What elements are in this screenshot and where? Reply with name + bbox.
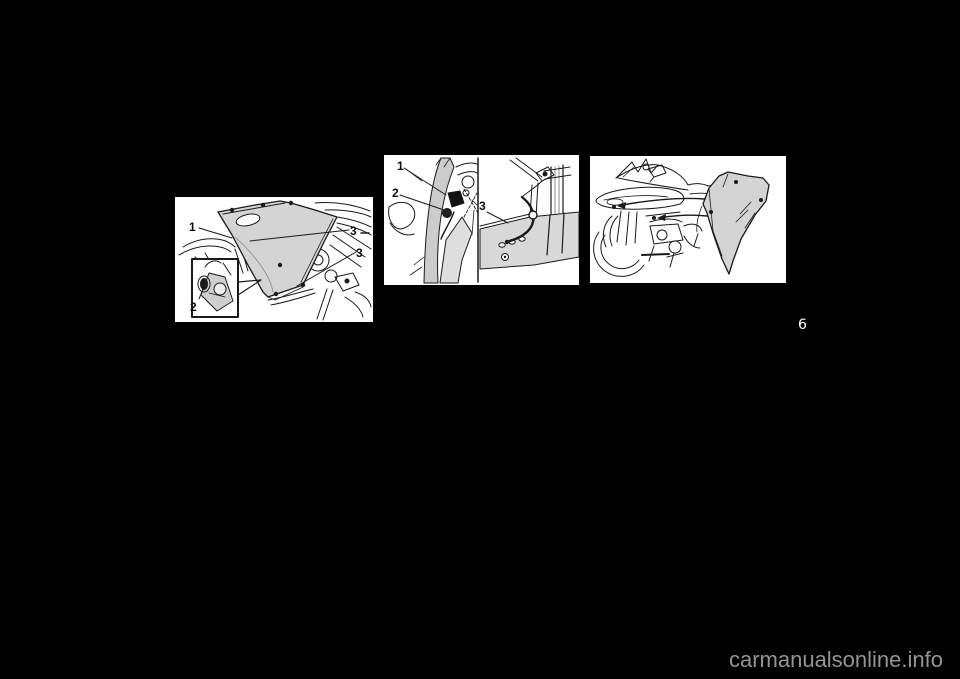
callout-2: 2	[392, 186, 399, 200]
callout-1: 1	[397, 159, 404, 173]
figure-cowling-installation	[590, 156, 786, 283]
callout-1: 1	[189, 220, 196, 234]
installation-arrows	[612, 198, 707, 221]
watermark-text: carmanualsonline.info	[728, 647, 943, 672]
callout-2: 2	[190, 300, 197, 314]
fork-and-hose	[480, 158, 579, 269]
removed-cowling-panel	[703, 172, 769, 274]
figure-side-cowling-removal	[175, 197, 373, 322]
side-cowling-illustration	[175, 197, 373, 322]
cowling-installation-illustration	[590, 156, 786, 283]
connector-hose-illustration	[384, 155, 579, 285]
chapter-tab-number: 6	[798, 317, 807, 333]
callout-3b: 3	[356, 246, 363, 260]
figure-connector-hose-detail	[384, 155, 579, 285]
callout-3a: 3	[350, 224, 357, 238]
cowl-edge-connectors	[389, 158, 478, 283]
callout-3: 3	[479, 199, 486, 213]
